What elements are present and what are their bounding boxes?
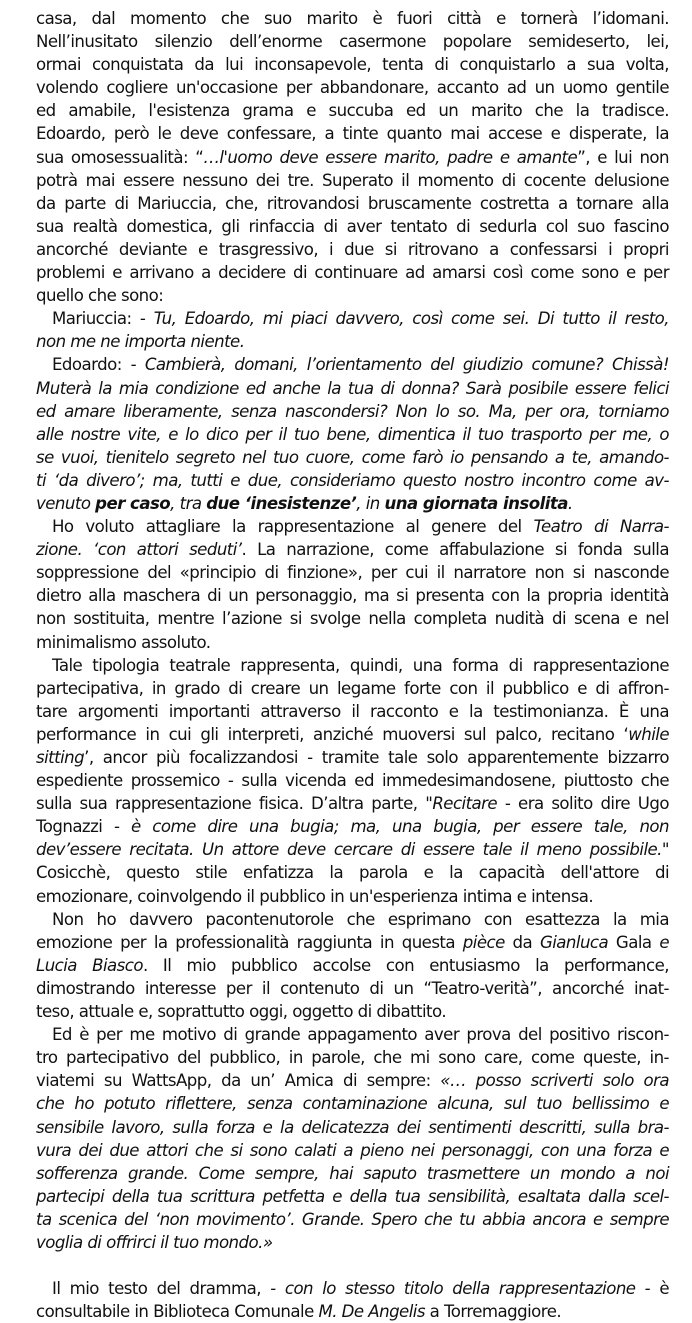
text-line: tare argomenti importanti attraverso il racconto e la testimonianza. È una (36, 701, 669, 721)
text-line: voglia di offrirci il tuo mondo.» (36, 1232, 273, 1252)
bold-phrase: per caso (95, 493, 171, 513)
text-line: ti ‘da divero’; ma, tutti e due, consideriamo questo nostro incontro come av- (36, 470, 669, 490)
text-line: problemi e arrivano a decidere di continuare ad amarsi così come sono e per (36, 263, 669, 283)
speaker-label: Edoardo: - (52, 355, 145, 375)
text-line: Lucia Biasco. Il mio pubblico accolse con entusiasmo la performance, (36, 955, 669, 975)
text-line: dev’essere recitata. Un attore deve cercare di essere tale il meno possibile." (36, 840, 669, 860)
text-line: casa, dal momento che suo marito è fuori città e tornerà l’idomani. (36, 9, 669, 28)
text-line: sitting’, ancor più focalizzandosi - tramite tale solo apparentemente bizzarro (36, 748, 669, 767)
paragraph-typology (36, 654, 669, 908)
text-line: dimostrando interesse per il contenuto di un “Teatro-verità”, ancorché inat- (36, 978, 669, 998)
text-line: ta scenica del ‘non movimento’. Grande. Spero che tu abbia ancora e sempre (36, 1209, 669, 1229)
text-line: Muterà la mia condizione ed anche la tua di donna? Sarà posibile essere felici (36, 378, 669, 398)
text-line: Cosicchè, questo stile enfatizza la parola e la capacità dell'attore di (36, 863, 669, 883)
text-line: quello che sono: (36, 286, 164, 306)
text-line: Ho voluto attagliare la rappresentazione al genere del Teatro di Narra- (52, 517, 669, 537)
text-line: Ed è per me motivo di grande appagamento aver prova del positivo riscon- (52, 1025, 669, 1045)
text-line: Edoardo, però le deve confessare, a tinte quanto mai accese e disperate, la (36, 124, 669, 144)
text-line: se vuoi, tienitelo segreto nel tuo cuore, come farò io pensando a te, amando- (36, 447, 669, 467)
paragraph-library-note (36, 1277, 669, 1323)
text-line: performance in cui gli interpreti, anziché muoversi sul palco, recitano ‘while (36, 724, 669, 744)
text-line: sua realtà domestica, gli rinfaccia di aver tentato di sedurla col suo fascino (36, 216, 669, 236)
text-line: partecipi della tua scrittura petfetta e della tua sensibilità, esaltata dalla scel- (36, 1186, 669, 1206)
text-line: che ho potuto riflettere, senza contaminazione alcuna, sul tuo bellissimo e (36, 1094, 669, 1114)
text-line: Edoardo: - Cambierà, domani, l’orientamento del giudizio comune? Chissà! (52, 355, 669, 375)
speaker-label: Mariuccia: - (52, 309, 154, 329)
document-page (36, 7, 669, 1323)
text-line: Nell’inusitato silenzio dell’enorme casermone popolare semideserto, lei, (36, 32, 669, 52)
text-line: sensibile lavoro, sulla forza e la delicatezza dei sentimenti descritti, sulla bra- (36, 1117, 669, 1137)
text-line: da parte di Mariuccia, che, ritrovandosi bruscamente costretta a tornare alla (36, 193, 669, 213)
text-line: dietro alla maschera di un personaggio, ma si presenta con la propria identità (36, 586, 669, 606)
text-line: viatemi su WattsApp, da un’ Amica di sempre: «… posso scriverti solo ora (36, 1071, 669, 1091)
text-line: Tognazzi - è come dire una bugia; ma, una bugia, per essere tale, non (36, 817, 669, 837)
text-line: Mariuccia: - Tu, Edoardo, mi piaci davvero, così come sei. Di tutto il resto, (52, 309, 669, 329)
paragraph-emotion (36, 908, 669, 1023)
text-line: emozionare, coinvolgendo il pubblico in un'esperienza intima e intensa. (36, 886, 594, 906)
text-line: ed amare liberamente, senza nascondersi? Non lo so. Ma, per ora, torniamo (36, 401, 669, 421)
text-line: teso, attuale e, soprattutto oggi, oggetto di dibattito. (36, 1002, 447, 1022)
text-line: ormai conquistata da lui inconsapevole, tenta di conquistarlo a sua volta, (36, 55, 669, 75)
text-line: espediente prossemico - sulla vicenda ed immedesimandosene, piuttosto che (36, 771, 669, 791)
text-line: non me ne importa niente. (36, 332, 245, 352)
text-line: emozione per la professionalità raggiunta in questa pièce da Gianluca Gala e (36, 932, 669, 952)
text-line: Non ho davvero pacontenutorole che esprimano con esattezza la mia (52, 909, 669, 929)
text-line: alle nostre vite, e lo dico per il tuo bene, dimentica il tuo trasporto per me, o (36, 424, 669, 444)
text-line: consultabile in Biblioteca Comunale M. De Angelis a Torremaggiore. (36, 1302, 562, 1322)
text-line: sulla sua rappresentazione fisica. D’altra parte, "Recitare - era solito dire Ugo (36, 794, 669, 814)
text-line: vura dei due attori che si sono calati a pieno nei personaggi, con una forza e (36, 1140, 669, 1160)
text-line: potrà mai essere nessuno dei tre. Superato il momento di cocente delusione (36, 170, 669, 190)
bold-phrase: due ‘inesistenze’ (206, 493, 357, 513)
text-line: Il mio testo del dramma, - con lo stesso titolo della rappresentazione - è (52, 1279, 669, 1299)
text-line: sofferenza grande. Come sempre, hai saputo trasmettere un mondo a noi (36, 1163, 669, 1183)
dialogue-mariuccia (36, 307, 669, 353)
text-line: sua omosessualità: “…l'uomo deve essere marito, padre e amante”, e lui non (36, 147, 669, 167)
paragraph-feedback-quote (36, 1023, 669, 1254)
text-line: volendo cogliere un'occasione per abbandonare, accanto ad un uomo gentile (36, 78, 669, 98)
text-line: tro partecipativo del pubblico, in parole, che mi sono care, come queste, in- (36, 1048, 669, 1068)
text-line: venuto per caso, tra due ‘inesistenze’, in una giornata insolita. (36, 493, 573, 513)
quote-italic: …l'uomo deve essere marito, padre e amante (203, 147, 578, 167)
text-line: non sostituita, mentre l’azione si svolge nella completa nudità di scena e nel (36, 609, 669, 629)
dialogue-edoardo (36, 353, 669, 515)
bold-phrase: una giornata insolita (384, 493, 568, 513)
text-line: ancorché deviante e trasgressivo, i due si ritrovano a confessarsi i propri (36, 239, 669, 259)
paragraph-narrative-theatre (36, 515, 669, 654)
text-line: partecipativa, in grado di creare un legame forte con il pubblico e di affron- (36, 678, 669, 698)
text-line: zione. ‘con attori seduti’. La narrazione, come affabulazione si fonda sulla (36, 540, 669, 560)
text-line: minimalismo assoluto. (36, 632, 211, 652)
text-line: ed amabile, l'esistenza grama e succuba ed un marito che la tradisce. (36, 101, 669, 121)
paragraph-plot (36, 7, 669, 307)
text-line: soppressione del «principio di finzione», per cui il narratore non si nasconde (36, 563, 669, 583)
text-line: Tale tipologia teatrale rappresenta, quindi, una forma di rappresentazione (52, 655, 669, 675)
paragraph-spacer (36, 1254, 669, 1277)
